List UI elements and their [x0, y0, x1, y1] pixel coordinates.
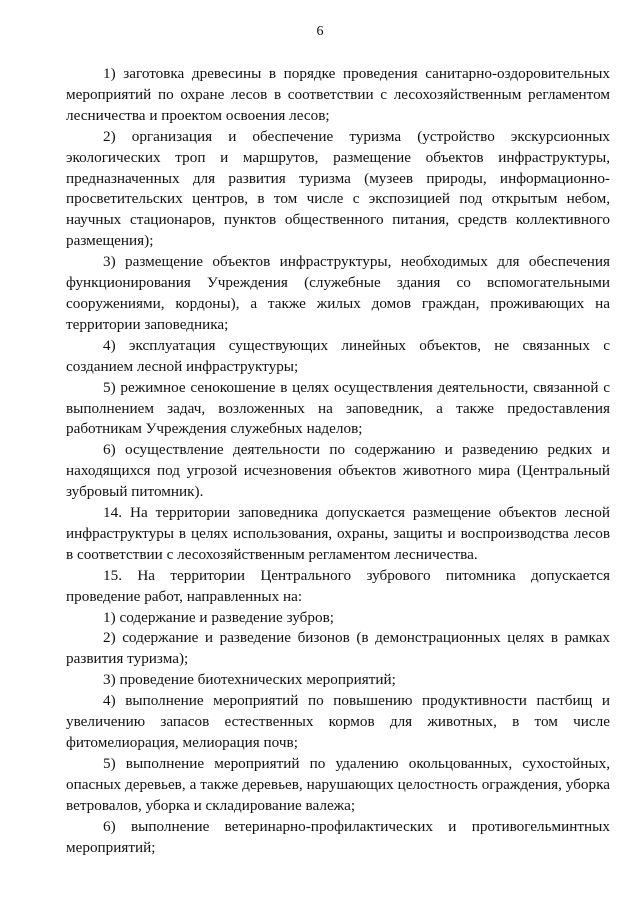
paragraph-5: 5) режимное сенокошение в целях осуществления деятельности, связанной с выполнением задач, возложенных на заповедник, а также предоставления работникам Учреждения служебных наделов; — [66, 378, 610, 438]
paragraph-1: 1) заготовка древесины в порядке проведения санитарно-оздоровительных мероприятий по охране лесов в соответствии с лесохозяйственным регламентом лесничества и проектом освоения лесов; — [66, 65, 610, 124]
paragraph-15-item-2: 2) содержание и разведение бизонов (в демонстрационных целях в рамках развития туризма); — [66, 629, 610, 668]
paragraph-15-item-6: 6) выполнение ветеринарно-профилактических и противогельминтных мероприятий; — [66, 817, 610, 856]
paragraph-3: 3) размещение объектов инфраструктуры, необходимых для обеспечения функционирования Учреждения (служебные здания со вспомогательными сооружениями, кордоны), а также жилых домов граждан, проживающих на территории заповедника; — [66, 253, 610, 333]
paragraph-15-item-1: 1) содержание и разведение зубров; — [103, 608, 334, 626]
paragraph-15: 15. На территории Центрального зубрового питомника допускается проведение работ, направленных на: — [66, 566, 610, 605]
document-body — [66, 64, 610, 858]
paragraph-15-item-5: 5) выполнение мероприятий по удалению окольцованных, сухостойных, опасных деревьев, а также деревьев, нарушающих целостность ограждения, уборка ветровалов, уборка и складирование валежа; — [66, 754, 610, 814]
page-number: 6 — [316, 24, 324, 39]
paragraph-15-item-3: 3) проведение биотехнических мероприятий; — [103, 671, 396, 689]
paragraph-14: 14. На территории заповедника допускается размещение объектов лесной инфраструктуры в целях использования, охраны, защиты и воспроизводства лесов в соответствии с лесохозяйственным регламентом лесничества. — [66, 504, 610, 563]
paragraph-15-item-4: 4) выполнение мероприятий по повышению продуктивности пастбищ и увеличению запасов естественных кормов для животных, в том числе фитомелиорация, мелиорация почв; — [66, 692, 610, 751]
paragraph-2: 2) организация и обеспечение туризма (устройство экскурсионных экологических троп и маршрутов, размещение объектов инфраструктуры, предназначенных для развития туризма (музеев природы, информационно-просветительских центров, в том числе с экспозицией под открытым небом, научных стационаров, пунктов общественного питания, средств коллективного размещения); — [66, 127, 610, 250]
paragraph-6: 6) осуществление деятельности по содержанию и разведению редких и находящихся под угрозой исчезновения объектов животного мира (Центральный зубровый питомник). — [66, 441, 610, 501]
paragraph-4: 4) эксплуатация существующих линейных объектов, не связанных с созданием лесной инфраструктуры; — [66, 336, 610, 375]
